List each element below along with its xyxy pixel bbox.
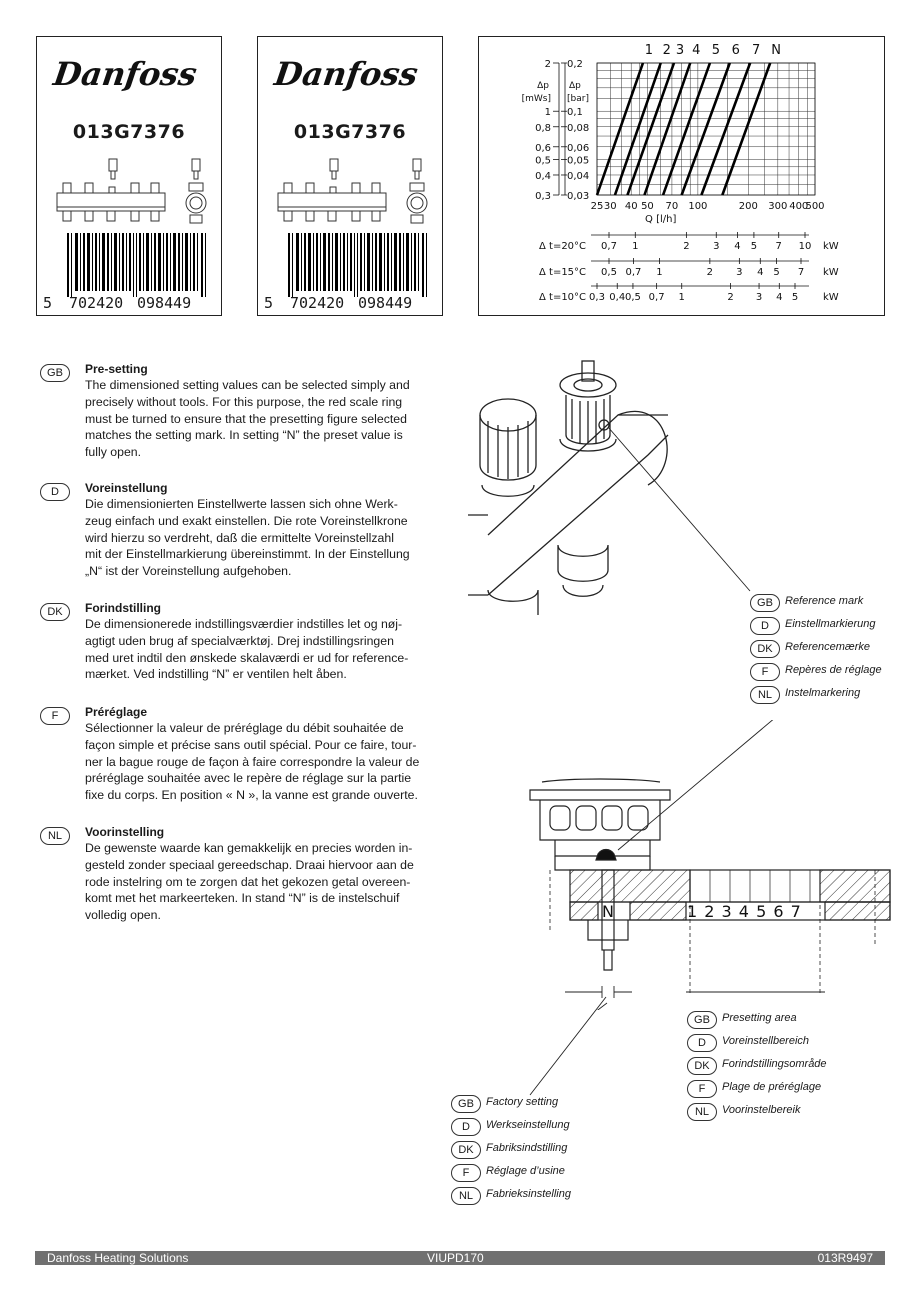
section-line: Sélectionner la valeur de préréglage du débit souhaitée de [85, 721, 404, 735]
power-scale-tick-label: 5 [791, 292, 799, 303]
y-tick-mws: 1 [544, 107, 551, 119]
language-badge: DK [687, 1057, 717, 1075]
language-badge: D [687, 1034, 717, 1052]
section-title: Pre-setting [85, 362, 148, 376]
legend-text: Voorinstelbereik [722, 1104, 801, 1116]
section-title: Voreinstellung [85, 481, 168, 495]
barcode [67, 233, 207, 297]
power-scale-tick-label: 3 [736, 267, 743, 278]
language-badge: GB [750, 594, 780, 612]
series-label-5: 5 [711, 43, 721, 58]
scale-numbers: 1 2 3 4 5 6 7 [687, 902, 802, 921]
section-line: komt met het markeerteken. In stand “N” is de instelschuif [85, 891, 400, 906]
flow-chart [479, 37, 884, 315]
x-tick-label: 300 [768, 201, 788, 212]
power-scale-tick-label: 4 [776, 292, 783, 303]
power-scale-tick-label: 0,7 [648, 292, 665, 303]
power-scale-tick-label: 4 [734, 241, 741, 252]
power-scale-tick-label: 0,4 [609, 292, 626, 303]
y-tick-bar: 0,06 [567, 142, 590, 154]
footer-doc-code: VIUPD170 [427, 1251, 484, 1265]
section-dk [40, 601, 440, 683]
power-scale-tick-label: 2 [683, 241, 690, 252]
power-scale-unit: kW [823, 241, 839, 252]
power-scale-tick-label: 0,5 [601, 267, 617, 278]
power-scale-tick-label: 2 [706, 267, 714, 278]
power-scale-tick-label: 1 [678, 292, 685, 303]
flow-chart-panel [478, 36, 885, 316]
section-line: ner la bague rouge de façon à faire correspondre la valeur de [85, 754, 420, 769]
valve-3d-drawing [468, 355, 768, 620]
section-body [85, 616, 440, 683]
x-axis-label: Q [l/h] [645, 214, 677, 225]
y-tick-mws: 2 [544, 59, 551, 70]
product-label-2 [257, 36, 443, 316]
language-badge: F [451, 1164, 481, 1182]
section-line: mit der Einstellmarkierung übereinstimmt. In der Einstellung [85, 547, 410, 562]
series-label-N: N [771, 43, 782, 58]
power-scale-tick-label: 0,3 [589, 292, 605, 303]
legend-text: Reference mark [785, 595, 864, 607]
barcode-digit-group-1: 702420 [290, 294, 345, 312]
section-line: volledig open. [85, 908, 161, 923]
y-tick-mws: 0,4 [535, 170, 551, 182]
svg-text:Danfoss: Danfoss [51, 55, 200, 93]
power-scale-tick-label: 4 [757, 267, 764, 278]
section-title: Voorinstelling [85, 825, 165, 839]
power-scale-tick-label: 10 [798, 241, 812, 252]
barcode-digit-first: 5 [264, 294, 274, 312]
section-line: „N“ ist der Voreinstellung aufgehoben. [85, 564, 292, 579]
power-scale-unit: kW [823, 292, 839, 303]
barcode-digit-group-2: 098449 [137, 294, 192, 312]
section-d [40, 481, 440, 580]
language-badge: DK [750, 640, 780, 658]
power-scale-tick-label: 0,7 [601, 241, 617, 252]
section-line: fully open. [85, 445, 142, 460]
section-title: Forindstilling [85, 601, 161, 615]
y-tick-mws: 0,5 [535, 155, 551, 167]
legend-text: Factory setting [486, 1096, 559, 1108]
language-badge: D [750, 617, 780, 635]
x-tick-label: 30 [603, 201, 617, 212]
product-code: 013G7376 [72, 121, 186, 143]
power-scale-label: Δ t=10°C [539, 292, 587, 303]
x-tick-label: 70 [665, 201, 679, 212]
x-tick-label: 200 [738, 201, 758, 212]
legend-text: Fabriksindstilling [486, 1142, 568, 1154]
section-body [85, 840, 440, 924]
section-nl [40, 825, 440, 924]
section-line: The dimensioned setting values can be selected simply and [85, 378, 410, 392]
power-scale-label: Δ t=15°C [539, 267, 587, 278]
y-tick-mws: 0,6 [535, 142, 551, 154]
barcode-digit-group-2: 098449 [358, 294, 413, 312]
power-scale-tick-label: 7 [775, 241, 782, 252]
y-tick-mws: 0,3 [535, 191, 551, 202]
section-line: matches the setting mark. In setting “N” the preset value is [85, 428, 403, 443]
power-scale-tick-label: 0,7 [625, 267, 642, 278]
section-line: zeug einfach und exakt einstellen. Die rote Voreinstellkrone [85, 513, 408, 528]
x-tick-label: 40 [624, 201, 638, 212]
barcode-digit-first: 5 [43, 294, 53, 312]
factory-setting-leader [510, 995, 630, 1105]
series-label-7: 7 [751, 43, 761, 58]
section-body [85, 496, 440, 580]
language-badge: F [40, 707, 70, 725]
power-scale-tick-label: 2 [727, 292, 734, 303]
y-tick-bar: 0,2 [567, 59, 583, 70]
language-badge: NL [40, 827, 70, 845]
legend-text: Werkseinstellung [486, 1119, 570, 1131]
section-line: med uret indtil den ønskede skalaværdi er ud for reference- [85, 650, 409, 665]
y-label-mws-unit: [mWs] [521, 94, 551, 104]
x-tick-label: 500 [805, 201, 825, 212]
x-tick-label: 50 [641, 201, 654, 212]
footer-order-number: 013R9497 [817, 1251, 873, 1265]
legend-text: Repères de réglage [785, 664, 882, 676]
svg-text:Danfoss: Danfoss [272, 55, 421, 93]
legend-text: Instelmarkering [785, 687, 861, 699]
legend-text: Réglage d’usine [486, 1165, 565, 1177]
section-line: rode instelring om te zorgen dat het gekozen getal overeen- [85, 874, 411, 889]
legend-text: Referencemærke [785, 641, 870, 653]
language-badge: GB [451, 1095, 481, 1113]
language-badge: DK [451, 1141, 481, 1159]
power-scale-tick-label: 7 [797, 267, 805, 278]
y-tick-bar: 0,04 [567, 170, 590, 182]
power-scale-tick-label: 1 [632, 241, 639, 252]
scale-factory-mark: N [602, 902, 614, 921]
barcode [288, 233, 428, 297]
power-scale-unit: kW [823, 267, 839, 278]
section-line: agtigt uden brug af specialværktøj. Drej indstillingsringen [85, 633, 394, 648]
footer-company: Danfoss Heating Solutions [47, 1251, 189, 1265]
power-scale-tick-label: 5 [773, 267, 780, 278]
section-title: Préréglage [85, 705, 148, 719]
power-scale-label: Δ t=20°C [539, 241, 587, 252]
language-badge: GB [40, 364, 70, 382]
section-line: fixe du corps. En position « N », la vanne est grande ouverte. [85, 788, 418, 803]
series-label-3: 3 [675, 43, 685, 58]
barcode-digit-group-1: 702420 [69, 294, 124, 312]
y-label-mws: Δp [537, 81, 549, 91]
x-tick-label: 400 [789, 201, 809, 212]
section-line: préréglage souhaitée avec le repère de réglage sur la partie [85, 771, 412, 786]
language-badge: F [687, 1080, 717, 1098]
series-label-6: 6 [731, 43, 740, 58]
section-body [85, 377, 440, 461]
product-label-1 [36, 36, 222, 316]
danfoss-logo [258, 47, 442, 97]
section-line: De gewenste waarde kan gemakkelijk en precies worden in- [85, 841, 413, 855]
series-label-4: 4 [692, 43, 701, 58]
product-code: 013G7376 [293, 121, 407, 143]
language-badge: GB [687, 1011, 717, 1029]
section-body [85, 720, 440, 804]
legend-text: Presetting area [722, 1012, 797, 1024]
power-scale-tick-label: 0,5 [624, 292, 641, 303]
presetting-section-drawing [520, 720, 895, 1010]
language-badge: D [40, 483, 70, 501]
power-scale-tick-label: 1 [656, 267, 663, 278]
legend-text: Voreinstellbereich [722, 1035, 810, 1047]
section-line: precisely without tools. For this purpose, the red scale ring [85, 394, 403, 409]
y-tick-bar: 0,05 [567, 155, 590, 167]
section-line: De dimensionerede indstillingsværdier indstilles let og nøj- [85, 617, 403, 631]
power-scale-tick-label: 5 [750, 241, 758, 252]
x-tick-label: 25 [590, 201, 604, 212]
language-badge: F [750, 663, 780, 681]
section-line: must be turned to ensure that the presetting figure selected [85, 411, 407, 426]
power-scale-tick-label: 3 [755, 292, 763, 303]
section-line: gesteld zonder speciaal gereedschap. Draai hiervoor aan de [85, 857, 414, 872]
page-footer [35, 1251, 885, 1265]
series-label-2: 2 [662, 43, 671, 58]
legend-text: Forindstillingsområde [722, 1058, 827, 1070]
language-badge: DK [40, 603, 70, 621]
legend-text: Fabrieksinstelling [486, 1188, 571, 1200]
y-tick-bar: 0,03 [567, 191, 590, 202]
section-line: wird hierzu so verdreht, daß die ermittelte Voreinstellzahl [85, 530, 394, 545]
y-label-bar: Δp [569, 81, 581, 91]
section-line: façon simple et précise sans outil spécial. Pour ce faire, tour- [85, 737, 417, 752]
y-tick-mws: 0,8 [535, 122, 551, 134]
y-tick-bar: 0,08 [567, 122, 590, 134]
section-f [40, 705, 440, 804]
language-badge: NL [687, 1103, 717, 1121]
danfoss-logo [37, 47, 221, 97]
legend-text: Einstellmarkierung [785, 618, 876, 630]
y-label-bar-unit: [bar] [567, 94, 589, 104]
series-label-1: 1 [644, 43, 654, 58]
x-tick-label: 100 [688, 201, 708, 212]
language-badge: NL [750, 686, 780, 704]
legend-text: Plage de préréglage [722, 1081, 822, 1093]
section-gb [40, 362, 440, 461]
language-badge: D [451, 1118, 481, 1136]
power-scale-tick-label: 3 [713, 241, 720, 252]
language-badge: NL [451, 1187, 481, 1205]
section-line: mærket. Ved indstilling “N” er ventilen helt åben. [85, 667, 347, 682]
section-line: Die dimensionierten Einstellwerte lassen sich ohne Werk- [85, 497, 398, 511]
y-tick-bar: 0,1 [567, 107, 583, 119]
